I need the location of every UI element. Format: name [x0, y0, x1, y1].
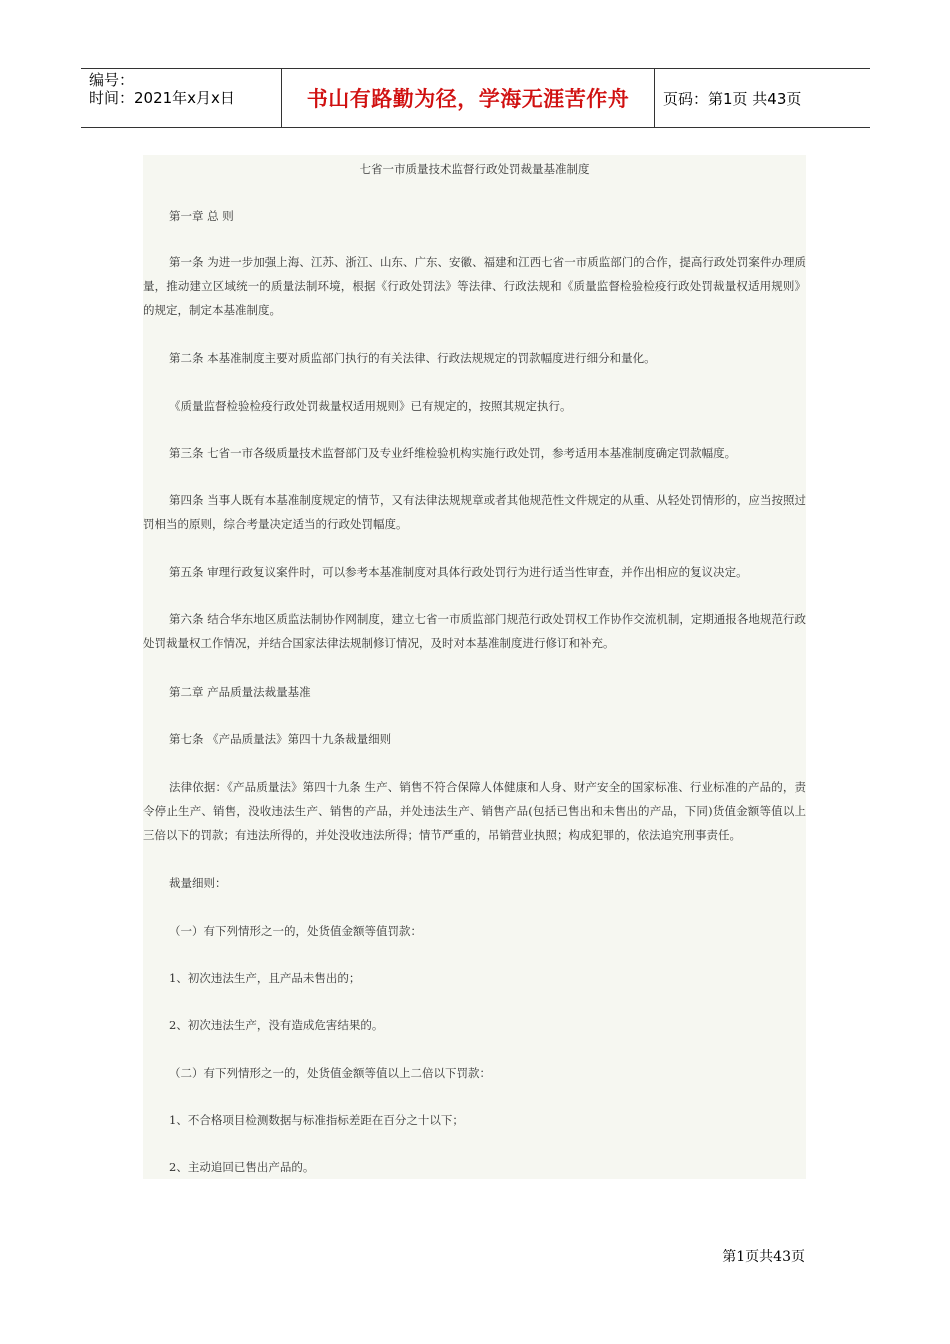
- document-title: 七省一市质量技术监督行政处罚裁量基准制度: [359, 162, 590, 176]
- article-2-note: 《质量监督检验检疫行政处罚裁量权适用规则》已有规定的，按照其规定执行。: [169, 399, 572, 413]
- legal-basis: 法律依据：《产品质量法》第四十九条 生产、销售不符合保障人体健康和人身、财产安全的国家标准、行业标准的产品的，责令停止生产、销售，没收违法生产、销售的产品，并处违法生产、销售产品(包括已售出和未售出的产品，下同)货值金额等值以上三倍以下的罚款；有违法所得的，并处没收违法所得；情节严重的，吊销营业执照；构成犯罪的，依法追究刑事责任。: [143, 780, 806, 842]
- article-2: 第二条 本基准制度主要对质监部门执行的有关法律、行政法规规定的罚款幅度进行细分和量化。: [169, 351, 656, 365]
- number-label: 编号：: [89, 71, 135, 89]
- document-body: [143, 155, 806, 1179]
- rule-1-item-2: 2、初次违法生产，没有造成危害结果的。: [169, 1018, 384, 1032]
- rule-1: （一）有下列情形之一的，处货值金额等值罚款：: [169, 924, 422, 938]
- article-6: 第六条 结合华东地区质监法制协作网制度，建立七省一市质监部门规范行政处罚权工作协作交流机制，定期通报各地规范行政处罚裁量权工作情况，并结合国家法律法规制修订情况，及时对本基准制度进行修订和补充。: [143, 612, 806, 650]
- header-motto: 书山有路勤为径，学海无涯苦作舟: [281, 69, 655, 127]
- rule-2-item-1: 1、不合格项目检测数据与标准指标差距在百分之十以下；: [169, 1113, 464, 1127]
- rules-heading: 裁量细则：: [169, 876, 227, 890]
- article-7: 第七条 《产品质量法》第四十九条裁量细则: [169, 732, 392, 746]
- rule-1-item-1: 1、初次违法生产，且产品未售出的；: [169, 971, 361, 985]
- rule-2: （二）有下列情形之一的，处货值金额等值以上二倍以下罚款：: [169, 1066, 491, 1080]
- article-1: 第一条 为进一步加强上海、江苏、浙江、山东、广东、安徽、福建和江西七省一市质监部门的合作，提高行政处罚案件办理质量，推动建立区域统一的质量法制环境，根据《行政处罚法》等法律、行政法规和《质量监督检验检疫行政处罚裁量权适用规则》的规定，制定本基准制度。: [143, 255, 806, 317]
- page-footer: 第1页共43页: [722, 1249, 805, 1265]
- article-3: 第三条 七省一市各级质量技术监督部门及专业纤维检验机构实施行政处罚，参考适用本基准制度确定罚款幅度。: [169, 446, 737, 460]
- page-header: [81, 68, 870, 128]
- time-label: 时间：2021年x月x日: [89, 89, 235, 107]
- header-page-info: 页码：第1页 共43页: [663, 89, 802, 108]
- article-4: 第四条 当事人既有本基准制度规定的情节，又有法律法规规章或者其他规范性文件规定的从重、从轻处罚情形的，应当按照过罚相当的原则，综合考量决定适当的行政处罚幅度。: [143, 493, 806, 531]
- article-5: 第五条 审理行政复议案件时，可以参考本基准制度对具体行政处罚行为进行适当性审查，并作出相应的复议决定。: [169, 565, 748, 579]
- header-meta: [81, 69, 281, 127]
- chapter-2-heading: 第二章 产品质量法裁量基准: [169, 685, 311, 699]
- chapter-1-heading: 第一章 总 则: [169, 209, 234, 223]
- rule-2-item-2: 2、主动追回已售出产品的。: [169, 1160, 315, 1174]
